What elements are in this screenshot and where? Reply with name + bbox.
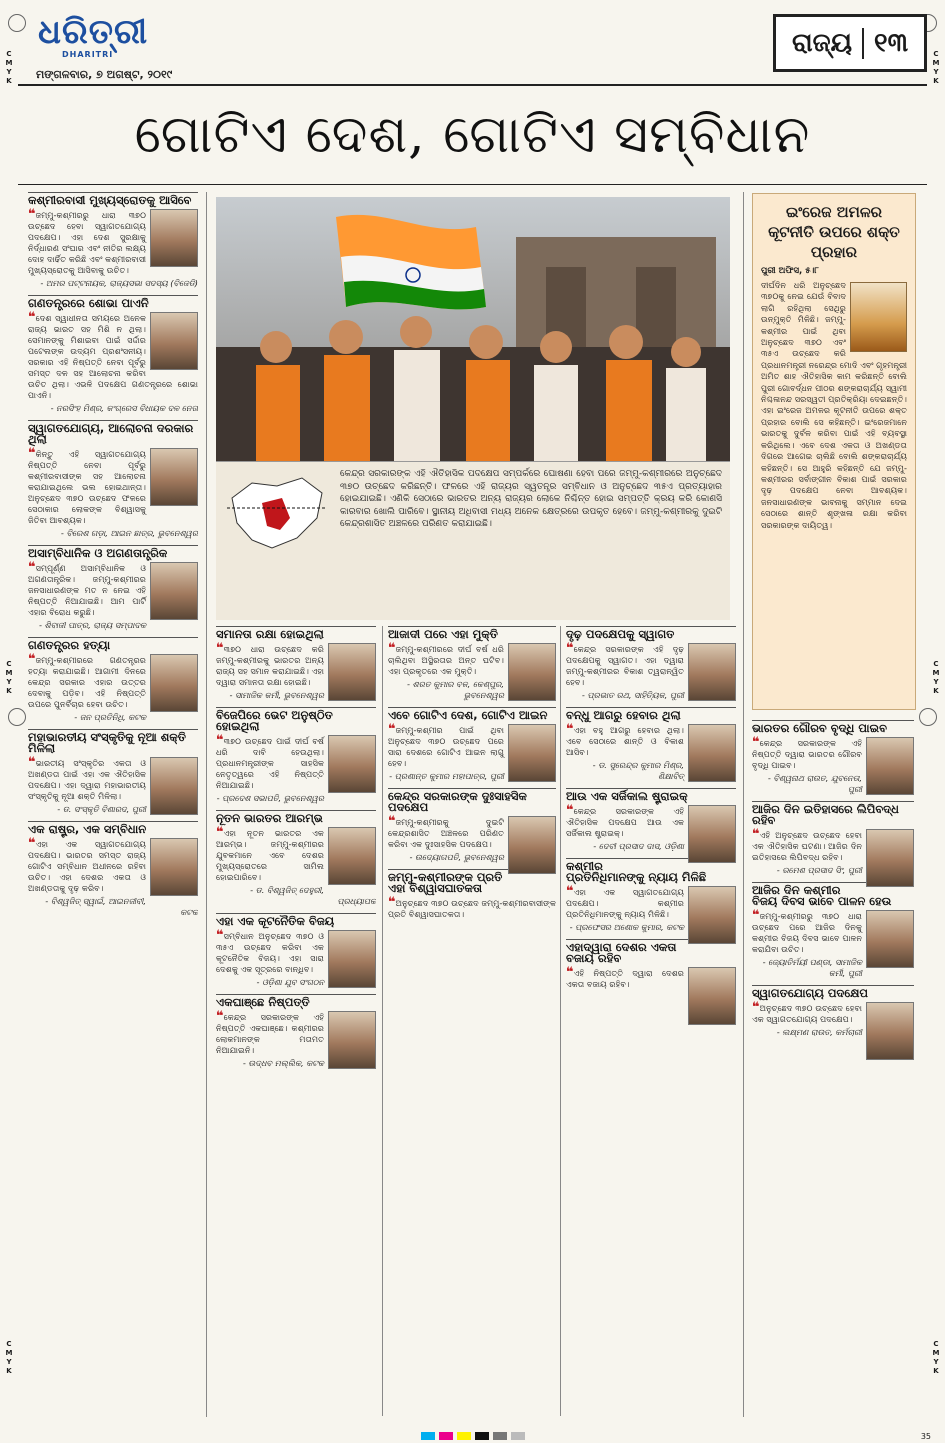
article-body: ଭାରତୀୟ ସଂସ୍କୃତିର ଏକତା ଓ ଅଖଣ୍ଡତା ପାଇଁ ଏହା ଏକ ଐତିହାସିକ ପଦକ୍ଷେପ। ଏହା ଦ୍ୱାରା ମହାଭାରତୀୟ ସଂସ୍କୃତିକୁ ନୂଆ ଶକ୍ତି ମିଳିଲା। — [28, 758, 146, 801]
article — [566, 939, 736, 990]
article-body: ଜମ୍ମୁ-କଶ୍ମୀର ପାଇଁ ଥିବା ଅନୁଚ୍ଛେଦ ୩୭୦ ଉଚ୍ଛେଦ ପରେ ସାରା ଦେଶରେ ଗୋଟିଏ ଆଇନ ଲାଗୁ ହେବ। — [388, 725, 504, 768]
masthead-logo: ଧରିତ୍ରୀ — [38, 12, 149, 52]
article-author: - ପ୍ରଭାତ ରଥ, ସାହିତ୍ୟିକ, ପୁରୀ — [581, 690, 684, 700]
article-body: ଏହା ନୂତନ ଭାରତର ଏକ ଆରମ୍ଭ। ଜମ୍ମୁ-କଶ୍ମୀରର ଯୁବକମାନେ ଏବେ ଦେଶର ମୁଖ୍ୟସ୍ରୋତରେ ସାମିଲ ହୋଇପାରିବେ। — [216, 828, 324, 882]
quote-icon: ❝ — [216, 733, 224, 748]
article-body: ଜମ୍ମୁ-କଶ୍ମୀରରୁ ୩୭୦ ଧାରା ଉଚ୍ଛେଦ ପରେ ଆଜିର ଦିନକୁ କଶ୍ମୀର ବିଜୟ ଦିବସ ଭାବେ ପାଳନ କରାଯିବା ଉଚିତ। — [752, 911, 862, 954]
article-body: କେନ୍ଦ୍ର ସରକାରଙ୍କ ଏହି ନିଷ୍ପତ୍ତି ଦ୍ୱାରା ଭାରତର ଗୌରବ ବୃଦ୍ଧି ପାଇବ। — [752, 738, 862, 770]
quote-icon: ❝ — [28, 836, 36, 851]
middle-column-1 — [216, 626, 376, 1416]
quote-icon: ❝ — [28, 755, 36, 770]
portrait-photo — [688, 643, 736, 701]
color-swatch — [511, 1432, 525, 1440]
article-author: - ଲକ୍ଷ୍ମଣ ରାଉତ, କର୍ମଚାରୀ — [776, 1027, 862, 1037]
article-author: - ଉଦ୍ଧବ ମଲ୍ଲିକ, କଟକ — [242, 1058, 324, 1068]
portrait-photo — [328, 930, 376, 988]
article-author: - ବିଶ୍ୱନାଥ ରାଉତ, ଯୁବନେତା, ପୁରୀ — [767, 773, 862, 794]
quote-icon: ❝ — [566, 641, 574, 656]
article-author: - ଜ୍ୟୋତିର୍ମୟୀ ପଣ୍ଡା, ସାମାଜିକ କର୍ମୀ, ପୁରୀ — [762, 957, 862, 978]
article-author: - ପ୍ରଦେଶ ସଭାପତି, ଭୁବନେଶ୍ୱର — [216, 793, 324, 803]
article-title: ଆଜିର ଦିନ କଶ୍ମୀର ବିଜୟ ଦିବସ ଭାବେ ପାଳନ ହେଉ — [752, 882, 914, 907]
portrait-photo — [508, 816, 556, 874]
article-body: ଏହି ନିଷ୍ପତ୍ତି ଦ୍ୱାରା ଦେଶର ଏକତା ବଜାୟ ରହିବ। — [566, 968, 684, 989]
portrait-photo — [866, 1002, 914, 1060]
portrait-photo — [328, 827, 376, 885]
article-title: ସମାନତା ରକ୍ଷା ହୋଇଥିଲା — [216, 626, 376, 640]
page-number-label: ୧୩ — [862, 28, 908, 59]
registration-mark — [8, 14, 26, 32]
feature-sidebar — [752, 193, 916, 710]
quote-icon: ❝ — [752, 735, 760, 750]
article-body: ୩୭୦ ଉଚ୍ଛେଦ ପାଇଁ ଦୀର୍ଘ ବର୍ଷ ଧରି ଦାବି ହେଉଥିଲା। ପ୍ରଧାନମନ୍ତ୍ରୀଙ୍କ ସାହସିକ ନେତୃତ୍ୱରେ ଏହି ନିଷ୍ପତ୍ତି ନିଆଯାଇଛି। — [216, 736, 324, 790]
photo-caption-box — [216, 461, 730, 620]
portrait-photo — [688, 886, 736, 944]
portrait-photo — [150, 838, 198, 896]
article — [28, 637, 198, 723]
article-body: ୩୭୦ ଧାରା ଉଚ୍ଛେଦ କରି ଜମ୍ମୁ-କଶ୍ମୀରକୁ ଭାରତର ଅନ୍ୟ ରାଜ୍ୟ ସହ ସମାନ କରାଯାଇଛି। ଏହା ଦ୍ୱାରା ସମାନତା ରକ୍ଷା ହୋଇଛି। — [216, 644, 324, 687]
article — [28, 729, 198, 815]
article-body: ଜମ୍ମୁ-କଶ୍ମୀରରେ ଗଣତନ୍ତ୍ରର ହତ୍ୟା କରାଯାଇଛି। ଆଗାମୀ ଦିନରେ କେନ୍ଦ୍ର ସରକାର ଏହାର ଉତ୍ତର ଦେବାକୁ ପଡ଼ିବ। ଏହି ନିଷ୍ପତ୍ତି ଉପରେ ପୁନର୍ବିଚାର ହେବା ଉଚିତ। — [28, 655, 146, 709]
cmyk-strip: C M Y K — [932, 1340, 940, 1375]
article-title: ଜମ୍ମୁ-କଶ୍ମୀରଙ୍କ ପ୍ରତି ଏହା ବିଶ୍ୱାସଘାତକତା — [388, 869, 556, 894]
quote-icon: ❝ — [752, 908, 760, 923]
article-author: - ପ୍ରଫେସର ଅଶୋକ କୁମାର, କଟକ — [569, 922, 684, 932]
article — [388, 707, 556, 782]
right-column — [566, 626, 736, 1416]
article-title: ବିଜେପିରେ ଭେଟ ଅନୁଷ୍ଠିତ ହୋଇଥିଲା — [216, 707, 376, 732]
article-author: - ଓଡ଼ିଶା ଯୁବ ସଂଗଠନ — [256, 977, 324, 987]
quote-icon: ❝ — [28, 310, 36, 325]
article-title: ଆଜିର ଦିନ ଇତିହାସରେ ଲିପିବଦ୍ଧ ରହିବ — [752, 801, 914, 826]
quote-icon: ❝ — [388, 814, 396, 829]
column-divider — [382, 626, 383, 1416]
article-title: କଶ୍ମୀରବାସୀ ମୁଖ୍ୟସ୍ରୋତକୁ ଆସିବେ — [28, 192, 198, 206]
quote-icon: ❝ — [216, 641, 224, 656]
portrait-photo — [688, 724, 736, 782]
article — [388, 788, 556, 863]
article-author: - ସାମାଜିକ କର୍ମୀ, ଭୁବନେଶ୍ୱର — [229, 690, 324, 700]
portrait-photo — [866, 737, 914, 795]
column-divider — [743, 192, 744, 1417]
article — [566, 626, 736, 701]
section-name: ରାଜ୍ୟ — [791, 27, 853, 58]
portrait-photo — [150, 448, 198, 506]
cmyk-strip: C M Y K — [5, 1340, 13, 1375]
article-title: ଅସାମ୍ବିଧାନିକ ଓ ଅଗଣତାନ୍ତ୍ରିକ — [28, 545, 198, 559]
article-author: - ବିରେଶ ଗଡ଼ା, ଆଇନ ଛାତ୍ର, ଭୁବନେଶ୍ୱର — [60, 528, 198, 538]
article-title: କଶ୍ମୀର ପ୍ରତିନିଧିମାନଙ୍କୁ ନ୍ୟାୟ ମିଳିଛି — [566, 858, 736, 883]
article-author: - ଡ. ସୁରେନ୍ଦ୍ର କୁମାର ମିଶ୍ର, ଶିକ୍ଷାବିତ୍ — [592, 760, 684, 781]
article-body: ଅନୁଚ୍ଛେଦ ୩୭୦ ଉଚ୍ଛେଦ ହେବା ଏକ ସ୍ୱାଗତଯୋଗ୍ୟ ପଦକ୍ଷେପ। — [752, 1003, 862, 1024]
quote-icon: ❝ — [566, 965, 574, 980]
article — [566, 707, 736, 782]
article-body: ଜମ୍ମୁ-କଶ୍ମୀରରେ ଦୀର୍ଘ ବର୍ଷ ଧରି ଚାଲିଥିବା ଅସ୍ଥିରତାର ଅନ୍ତ ଘଟିବ। ଏହା ପ୍ରକୃତରେ ଏକ ମୁକ୍ତି। — [388, 644, 504, 676]
article-body: ଅନୁଚ୍ଛେଦ ୩୭୦ ଉଚ୍ଛେଦ ଜମ୍ମୁ-କଶ୍ମୀରବାସୀଙ୍କ ପ୍ରତି ବିଶ୍ୱାସଘାତକତା। — [388, 898, 556, 919]
portrait-photo — [150, 209, 198, 267]
portrait-photo — [508, 643, 556, 701]
section-label — [773, 14, 927, 72]
article-title: ଏବେ ଗୋଟିଏ ଦେଶ, ଗୋଟିଏ ଆଇନ — [388, 707, 556, 721]
article-title: ଆଉ ଏକ ସର୍ଜିକାଲ ଷ୍ଟ୍ରାଇକ୍ — [566, 788, 736, 802]
quote-icon: ❝ — [28, 560, 36, 575]
article-author: - ରମେଶ ପ୍ରସାଦ ସିଂ, ପୁରୀ — [776, 865, 862, 875]
quote-icon: ❝ — [566, 803, 574, 818]
cmyk-strip: C M Y K — [932, 50, 940, 85]
color-swatch — [493, 1432, 507, 1440]
kashmir-map-graphic — [222, 468, 332, 558]
article-author: - ବିଶ୍ୱଜିତ୍ ସ୍ୱାଇଁ, ଆଇନଜୀବୀ, କଟକ — [45, 896, 198, 917]
column-divider — [560, 626, 561, 1416]
main-headline: ଗୋଟିଏ ଦେଶ, ଗୋଟିଏ ସମ୍ବିଧାନ — [134, 105, 811, 165]
article-body: କେନ୍ଦ୍ର ସରକାରଙ୍କ ଏହି ନିଷ୍ପତ୍ତି ଏକଘାଞ୍ଛେ। କଶ୍ମୀରର ଲୋକମାନଙ୍କ ମତାମତ ନିଆଯାଇନି। — [216, 1012, 324, 1055]
portrait-photo — [328, 1011, 376, 1069]
portrait-photo — [850, 282, 907, 352]
article-title: ନୂତନ ଭାରତର ଆରମ୍ଭ — [216, 810, 376, 824]
celebration-photo-graphic — [216, 197, 730, 461]
article-body: ଜମ୍ମୁ-କଶ୍ମୀରକୁ ଦୁଇଟି କେନ୍ଦ୍ରଶାସିତ ଅଞ୍ଚଳରେ ପରିଣତ କରିବା ଏକ ଦୁଃସାହସିକ ପଦକ୍ଷେପ। — [388, 817, 504, 849]
quote-icon: ❝ — [388, 895, 396, 910]
quote-icon: ❝ — [752, 827, 760, 842]
article — [388, 626, 556, 701]
quote-icon: ❝ — [28, 446, 36, 461]
color-swatch — [439, 1432, 453, 1440]
article-body: ଏହି ଅନୁଚ୍ଛେଦ ଉଚ୍ଛେଦ ହେବା ଏକ ଐତିହାସିକ ଘଟଣା। ଆଜିର ଦିନ ଇତିହାସରେ ଲିପିବଦ୍ଧ ରହିବ। — [752, 830, 862, 862]
headline-rule — [18, 184, 927, 185]
portrait-photo — [150, 562, 198, 620]
article — [28, 545, 198, 631]
article-title: ଭାରତର ଗୌରବ ବୃଦ୍ଧି ପାଇବ — [752, 720, 914, 734]
quote-icon: ❝ — [388, 722, 396, 737]
article-body: ଏହା ଏକ ସ୍ୱାଗତଯୋଗ୍ୟ ପଦକ୍ଷେପ। ଭାରତର ସମସ୍ତ ରାଜ୍ୟ ଗୋଟିଏ ସମ୍ବିଧାନ ଅଧୀନରେ ରହିବା ଉଚିତ। ଏହା ଦେଶର ଏକତା ଓ ଅଖଣ୍ଡତାକୁ ଦୃଢ଼ କରିବ। — [28, 839, 146, 893]
article-body: ଦେଶ ସ୍ୱାଧୀନତା ସମୟରେ ଅନେକ ରାଜ୍ୟ ଭାରତ ସହ ମିଶି ନ ଥିଲା। ସେମାନଙ୍କୁ ମିଶାଇବା ପାଇଁ ସର୍ଦ୍ଦାର ପଟେଲଙ୍କ ଉଦ୍ୟମ ପ୍ରଶଂସନୀୟ। ସରକାର ଏହି ନିଷ୍ପତ୍ତି ନେବା ପୂର୍ବରୁ ସମସ୍ତ ଦଳ ସହ ଆଲୋଚନା କରିବା ଉଚିତ ଥିଲା। ଏଭଳି ପଦକ୍ଷେପ ଗଣତନ୍ତ୍ରରେ ଶୋଭା ପାଏନି। — [28, 313, 198, 400]
article-body: ଏହା ଏକ ସ୍ୱାଗତଯୋଗ୍ୟ ପଦକ୍ଷେପ। କଶ୍ମୀର ପ୍ରତିନିଧିମାନଙ୍କୁ ନ୍ୟାୟ ମିଳିଛି। — [566, 887, 684, 919]
color-swatch — [475, 1432, 489, 1440]
portrait-photo — [150, 654, 198, 712]
article — [28, 295, 198, 414]
article-title: ବନ୍ଧୁ ଆଗରୁ ହେବାର ଥିଲା — [566, 707, 736, 721]
article — [28, 420, 198, 539]
article — [752, 882, 914, 979]
sidebar-dateline: ପୁରୀ ଅଫିସ, ୫।୮ — [761, 266, 819, 276]
registration-mark — [919, 708, 937, 726]
article-author: - ଶରତ କୁମାର ବଳ, କେଶ୍ପୁର, ଭୁବନେଶ୍ୱର — [406, 679, 504, 700]
left-column — [28, 192, 198, 1417]
article-author: - ଜନ ପ୍ରତିନିଧି, କଟକ — [74, 712, 146, 722]
article-title: ଆଜାଦୀ ପରେ ଏହା ମୁକ୍ତି — [388, 626, 556, 640]
sidebar-body: ଦୀର୍ଘଦିନ ଧରି ଅନୁଚ୍ଛେଦ ୩୭୦କୁ ନେଇ ଯେଉଁ ବିବାଦ ଲାଗି ରହିଥିଲା ସେଥିରୁ ଉନ୍ମୁକ୍ତି ମିଳିଛି। ଜମ୍ମୁ-କଶ୍ମୀର ପାଇଁ ଥିବା ଅନୁଚ୍ଛେଦ ୩୭୦ ଏବଂ ୩୫ଏ ଉଚ୍ଛେଦ କରି ପ୍ରଧାନମନ୍ତ୍ରୀ ନରେନ୍ଦ୍ର ମୋଦି ଏବଂ ଗୃହମନ୍ତ୍ରୀ ଅମିତ ଶାହ ଐତିହାସିକ କାମ କରିଛନ୍ତି ବୋଲି ପୁରୀ ଗୋବର୍ଦ୍ଧନ ପୀଠର ଶଙ୍କରାଚାର୍ଯ୍ୟ ସ୍ୱାମୀ ନିଶ୍ଚଳାନନ୍ଦ ସରସ୍ୱତୀ ପ୍ରତିକ୍ରିୟା ଦେଇଛନ୍ତି। ଏହା ଇଂରେଜ ଅମଳର କୂଟନୀତି ଉପରେ ଶକ୍ତ ପ୍ରହାର ବୋଲି ସେ କହିଛନ୍ତି। ଇଂରେଜମାନେ ଭାରତକୁ ଦୁର୍ବଳ କରିବା ପାଇଁ ଏହି ବ୍ୟବସ୍ଥା କରିଥିଲେ। ଏବେ ଦେଶ ଏକତା ଓ ଅଖଣ୍ଡତା ଦିଗରେ ଆଗେଇ ଚାଲିଛି ବୋଲି ଶଙ୍କରାଚାର୍ଯ୍ୟ କହିଛନ୍ତି। ସେ ଆହୁରି କହିଛନ୍ତି ଯେ ଜମ୍ମୁ-କଶ୍ମୀରର ସର୍ବାଙ୍ଗୀନ ବିକାଶ ପାଇଁ ସରକାର ଦୃଢ଼ ପଦକ୍ଷେପ ନେବା ଆବଶ୍ୟକ। ଜନସାଧାରଣଙ୍କ ଭାବନାକୁ ସମ୍ମାନ ଦେଇ ସେଠାରେ ଶାନ୍ତି ଶୃଙ୍ଖଳା ରକ୍ଷା କରିବା ସରକାରଙ୍କ ଦାୟିତ୍ୱ। — [761, 280, 907, 530]
article — [216, 707, 376, 804]
article-body: କେନ୍ଦ୍ର ସରକାରଙ୍କ ଏହି ଐତିହାସିକ ପଦକ୍ଷେପ ଆଉ ଏକ ସର୍ଜିକାଲ ଷ୍ଟ୍ରାଇକ୍। — [566, 806, 684, 838]
quote-icon: ❝ — [216, 928, 224, 943]
portrait-photo — [150, 757, 198, 815]
quote-icon: ❝ — [752, 1000, 760, 1015]
footer-page-number: 35 — [920, 1432, 931, 1441]
article-title: ଗଣତନ୍ତ୍ରର ହତ୍ୟା — [28, 637, 198, 651]
article — [28, 192, 198, 289]
issue-date: ମଙ୍ଗଳବାର, ୭ ଅଗଷ୍ଟ, ୨୦୧୯ — [36, 68, 173, 81]
article — [216, 994, 376, 1069]
article — [216, 810, 376, 907]
article — [28, 821, 198, 918]
article-title: ଏକଘାଞ୍ଛେ ନିଷ୍ପତ୍ତି — [216, 994, 376, 1008]
article-body: କିନ୍ତୁ ଏହି ସ୍ୱାଗତଯୋଗ୍ୟ ନିଷ୍ପତ୍ତି ନେବା ପୂର୍ବରୁ କଶ୍ମୀରବାସୀଙ୍କ ସହ ଆଲୋଚନା କରାଯାଇଥିଲେ ଭଲ ହୋଇଥାନ୍ତା। ଅନୁଚ୍ଛେଦ ୩୭୦ ଉଚ୍ଛେଦ ଫଳରେ ସେଠାକାର ଲୋକଙ୍କ ବିଶ୍ୱାସକୁ ଜିତିବା ଆବଶ୍ୟକ। — [28, 449, 146, 525]
middle-column-2 — [388, 626, 556, 1416]
top-rule — [18, 84, 927, 86]
portrait-photo — [508, 724, 556, 782]
article-author: - ପ୍ରଶାନ୍ତ କୁମାର ମହାପାତ୍ର, ପୁରୀ — [389, 771, 504, 781]
article-author: - ଶିବାଜୀ ପାତ୍ର, ରାଜ୍ୟ ସମ୍ପାଦକ — [38, 620, 146, 630]
cmyk-strip: C M Y K — [932, 660, 940, 695]
celebration-photo — [216, 197, 730, 461]
quote-icon: ❝ — [28, 652, 36, 667]
photo-caption: କେନ୍ଦ୍ର ସରକାରଙ୍କ ଏହି ଐତିହାସିକ ପଦକ୍ଷେପ ସମ୍ପର୍କରେ ଘୋଷଣା ହେବା ପରେ ଜମ୍ମୁ-କଶ୍ମୀରରେ ଅନୁଚ୍ଛେଦ ୩୭୦ ଉଚ୍ଛେଦ କରିଛନ୍ତି। ଫଳରେ ଏହି ରାଜ୍ୟର ସ୍ୱତନ୍ତ୍ର ସମ୍ବିଧାନ ଓ ଅନୁଚ୍ଛେଦ ୩୫ଏ ପ୍ରତ୍ୟାହାର ହୋଇଯାଇଛି। ଏଣିକି ସେଠାରେ ଭାରତର ଅନ୍ୟ ରାଜ୍ୟର ଲୋକେ ନିଶ୍ଚିନ୍ତ ହୋଇ ସମ୍ପତ୍ତି କ୍ରୟ କରି କୋଣସି କାରବାର ଖୋଲି ପାରିବେ। ସ୍ଥାନୀୟ ଅଧିବାସୀ ମଧ୍ୟ ଅନେକ କ୍ଷେତ୍ରରେ ଉପକୃତ ହେବେ। ଜମ୍ମୁ-କଶ୍ମୀରକୁ ଦୁଇଟି କେନ୍ଦ୍ରଶାସିତ ଅଞ୍ଚଳରେ ପରିଣତ କରାଯାଇଛି। — [340, 469, 722, 529]
article-author: - ଡ. ସଂସ୍କୃତି ବିଶାରଦ, ପୁରୀ — [57, 804, 146, 814]
article-title: ଦୃଢ଼ ପଦକ୍ଷେପକୁ ସ୍ୱାଗତ — [566, 626, 736, 640]
registration-mark — [8, 708, 26, 726]
article-title: ମହାଭାରତୀୟ ସଂସ୍କୃତିକୁ ନୂଆ ଶକ୍ତି ମିଳିଲା — [28, 729, 198, 754]
article — [566, 858, 736, 933]
article-body: ସମ୍ବିଧାନ ଅନୁଚ୍ଛେଦ ୩୭୦ ଓ ୩୫ଏ ଉଚ୍ଛେଦ କରିବା ଏକ କୂଟନୈତିକ ବିଜୟ। ଏହା ସାରା ଦେଶକୁ ଏକ ସୂତ୍ରରେ ବାନ୍ଧିବ। — [216, 931, 324, 974]
article — [752, 720, 914, 795]
quote-icon: ❝ — [216, 1009, 224, 1024]
color-swatch — [421, 1432, 435, 1440]
quote-icon: ❝ — [388, 641, 396, 656]
far-right-column — [752, 720, 914, 1416]
article-title: ଏକ ରାଷ୍ଟ୍ର, ଏକ ସମ୍ବିଧାନ — [28, 821, 198, 835]
portrait-photo — [328, 643, 376, 701]
article-title: ଏହା ଏକ କୂଟନୈତିକ ବିଜୟ — [216, 913, 376, 927]
article-title: କେନ୍ଦ୍ର ସରକାରଙ୍କ ଦୁଃସାହସିକ ପଦକ୍ଷେପ — [388, 788, 556, 813]
cmyk-strip: C M Y K — [5, 50, 13, 85]
article-author: - ନରସିଂହ ମିଶ୍ର, କଂଗ୍ରେସ ବିଧାୟକ ଦଳ ନେତା — [50, 403, 198, 413]
portrait-photo — [866, 910, 914, 968]
portrait-photo — [866, 829, 914, 887]
quote-icon: ❝ — [566, 884, 574, 899]
article-title: ସ୍ୱାଗତଯୋଗ୍ୟ, ଆଲୋଚନା ଦରକାର ଥିଲା — [28, 420, 198, 445]
article — [216, 626, 376, 701]
article-author: - ଡ. ବିଶ୍ୱଜିତ୍ ଦେହୁରୀ, ପ୍ରଧ୍ୟାପକ — [250, 885, 376, 906]
article — [216, 913, 376, 988]
article-title: ଗଣତନ୍ତ୍ରରେ ଶୋଭା ପାଏନି — [28, 295, 198, 309]
article-author: - ଅମର ପଟ୍ଟନାୟକ, ରାଜ୍ୟସଭା ସଦସ୍ୟ (ବିଜେଡି) — [40, 278, 198, 288]
article-author: - ଉଦ୍ୟୋଗପତି, ଭୁବନେଶ୍ୱର — [409, 852, 504, 862]
masthead-subtitle: DHARITRI — [62, 50, 114, 59]
article — [566, 788, 736, 852]
color-swatch — [457, 1432, 471, 1440]
quote-icon: ❝ — [566, 722, 574, 737]
portrait-photo — [688, 967, 736, 1025]
article — [752, 801, 914, 876]
article-title: ଏହାଦ୍ୱାରା ଦେଶର ଏକତା ବଜାୟ ରହିବ — [566, 939, 736, 964]
article-body: ଜମ୍ମୁ-କଶ୍ମୀରରୁ ଧାରା ୩୭୦ ଉଚ୍ଛେଦ ହେବା ସ୍ୱାଗତଯୋଗ୍ୟ ପଦକ୍ଷେପ। ଏହା ଦେଶ ସୁରକ୍ଷାକୁ ନିର୍ଦ୍ଧାରଣ ସଂଘାର ଏବଂ ନୀତିର ଲକ୍ଷ୍ୟ ଦୋହ ଦାର୍ଢିତ କରିଛି ଏବଂ କଶ୍ମୀରବାସୀ ମୁଖ୍ୟସ୍ରୋତକୁ ଆସିବାକୁ ଉଚିତ। — [28, 210, 146, 275]
portrait-photo — [688, 805, 736, 863]
portrait-photo — [328, 735, 376, 793]
article — [388, 869, 556, 920]
print-color-bar — [0, 1429, 945, 1443]
article-author: - ଦେବୀ ପ୍ରସାଦ ଦାସ, ଓଡ଼ିଶା — [593, 841, 684, 851]
cmyk-strip: C M Y K — [5, 660, 13, 695]
quote-icon: ❝ — [216, 825, 224, 840]
column-divider — [206, 192, 207, 1417]
article — [752, 985, 914, 1038]
article-title: ସ୍ୱାଗତଯୋଗ୍ୟ ପଦକ୍ଷେପ — [752, 985, 914, 999]
sidebar-title: ଇଂରେଜ ଅମଳର କୂଟନୀତି ଉପରେ ଶକ୍ତ ପ୍ରହାର — [768, 203, 900, 261]
article-body: ଏହା ବହୁ ଆଗରୁ ହେବାର ଥିଲା। ଏବେ ସେଠାରେ ଶାନ୍ତି ଓ ବିକାଶ ଆସିବ। — [566, 725, 684, 757]
quote-icon: ❝ — [28, 207, 36, 222]
article-body: କେନ୍ଦ୍ର ସରକାରଙ୍କ ଏହି ଦୃଢ଼ ପଦକ୍ଷେପକୁ ସ୍ୱାଗତ। ଏହା ଦ୍ୱାରା ଜମ୍ମୁ-କଶ୍ମୀରର ବିକାଶ ତ୍ୱରାନ୍ୱିତ ହେବ। — [566, 644, 684, 687]
portrait-photo — [150, 312, 198, 370]
article-body: ସମ୍ପୂର୍ଣ୍ଣ ଅସାମ୍ବିଧାନିକ ଓ ଅଗଣତାନ୍ତ୍ରିକ। ଜମ୍ମୁ-କଶ୍ମୀରର ଜନସାଧାରଣଙ୍କ ମତ ନ ନେଇ ଏହି ନିଷ୍ପତ୍ତି ନିଆଯାଇଛି। ଆମ ପାର୍ଟି ଏହାର ବିରୋଧ କରୁଛି। — [28, 563, 146, 617]
